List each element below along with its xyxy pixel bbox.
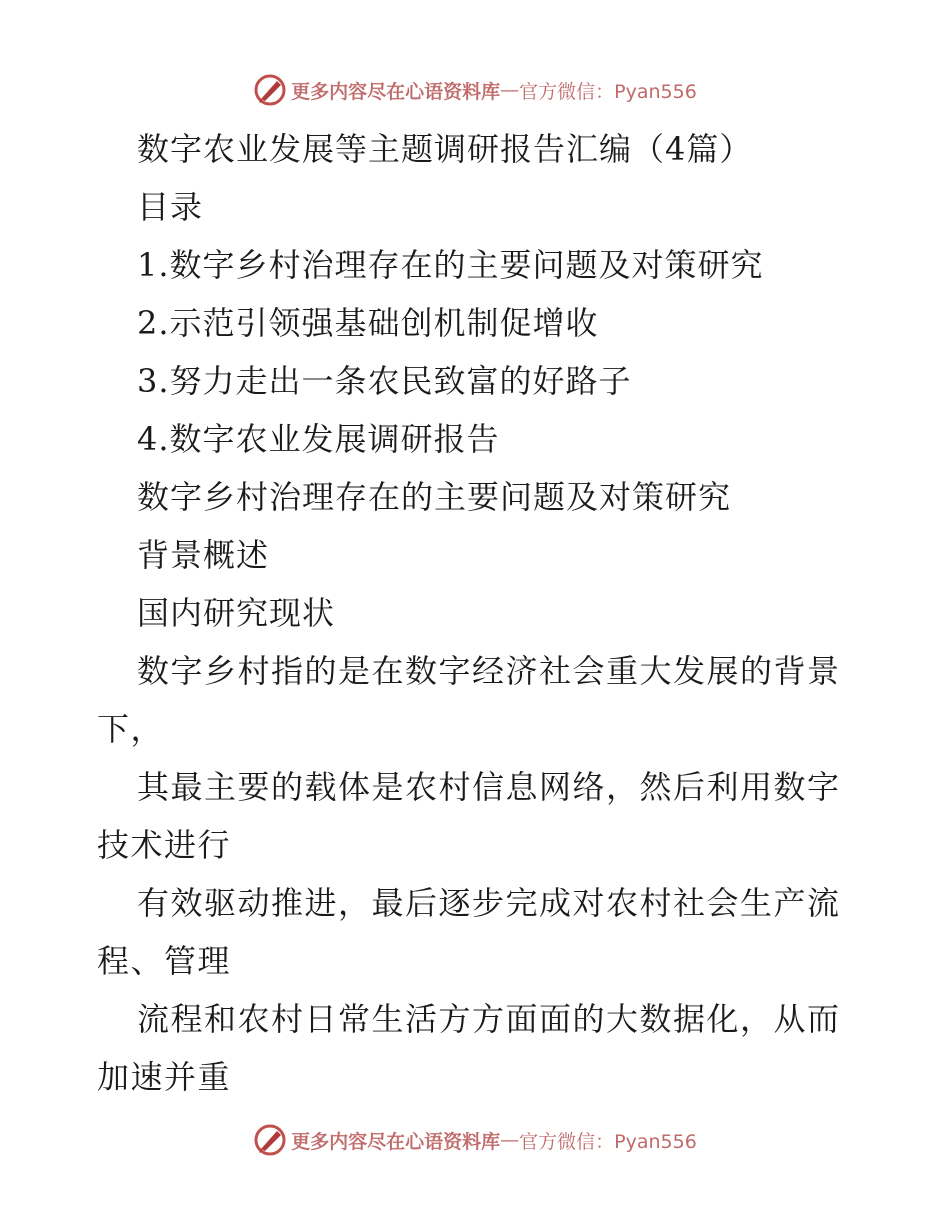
toc-item: 1.数字乡村治理存在的主要问题及对策研究 (137, 246, 764, 284)
section-heading: 国内研究现状 (137, 594, 336, 632)
banner-text: 更多内容尽在心语资料库 (291, 1130, 501, 1153)
paragraph-line: 其最主要的载体是农村信息网络，然后利用数字 (137, 768, 841, 806)
paragraph-line: 数字乡村指的是在数字经济社会重大发展的背景 (137, 652, 841, 690)
toc-item: 4.数字农业发展调研报告 (137, 420, 500, 458)
paragraph (97, 642, 857, 758)
paragraph-line: 下， (97, 710, 165, 748)
banner-wechat: 官方微信：Pyan556 (519, 80, 697, 103)
paragraph (97, 758, 857, 874)
paragraph-line: 技术进行 (97, 826, 232, 864)
paragraph-line: 加速并重 (97, 1058, 232, 1096)
paragraph (97, 990, 857, 1106)
paragraph (97, 874, 857, 990)
document-body (97, 120, 857, 1106)
pen-logo-icon (253, 1123, 287, 1157)
paragraph-line: 程、管理 (97, 942, 232, 980)
paragraph-line: 流程和农村日常生活方方面面的大数据化，从而 (137, 1000, 841, 1038)
toc-heading: 目录 (137, 188, 204, 226)
section-heading: 背景概述 (137, 536, 270, 574)
paragraph-line: 有效驱动推进，最后逐步完成对农村社会生产流 (137, 884, 841, 922)
toc-item: 2.示范引领强基础创机制促增收 (137, 304, 599, 342)
banner-text: 更多内容尽在心语资料库 (291, 80, 501, 103)
banner-dash: — (500, 1129, 520, 1151)
toc-item: 3.努力走出一条农民致富的好路子 (137, 362, 632, 400)
watermark-banner-bottom (0, 1120, 950, 1160)
pen-logo-icon (253, 73, 287, 107)
watermark-banner-top (0, 70, 950, 110)
article-title: 数字乡村治理存在的主要问题及对策研究 (137, 478, 732, 516)
banner-dash: — (500, 79, 520, 101)
document-title: 数字农业发展等主题调研报告汇编（4篇） (137, 130, 753, 168)
banner-wechat: 官方微信：Pyan556 (519, 1130, 697, 1153)
